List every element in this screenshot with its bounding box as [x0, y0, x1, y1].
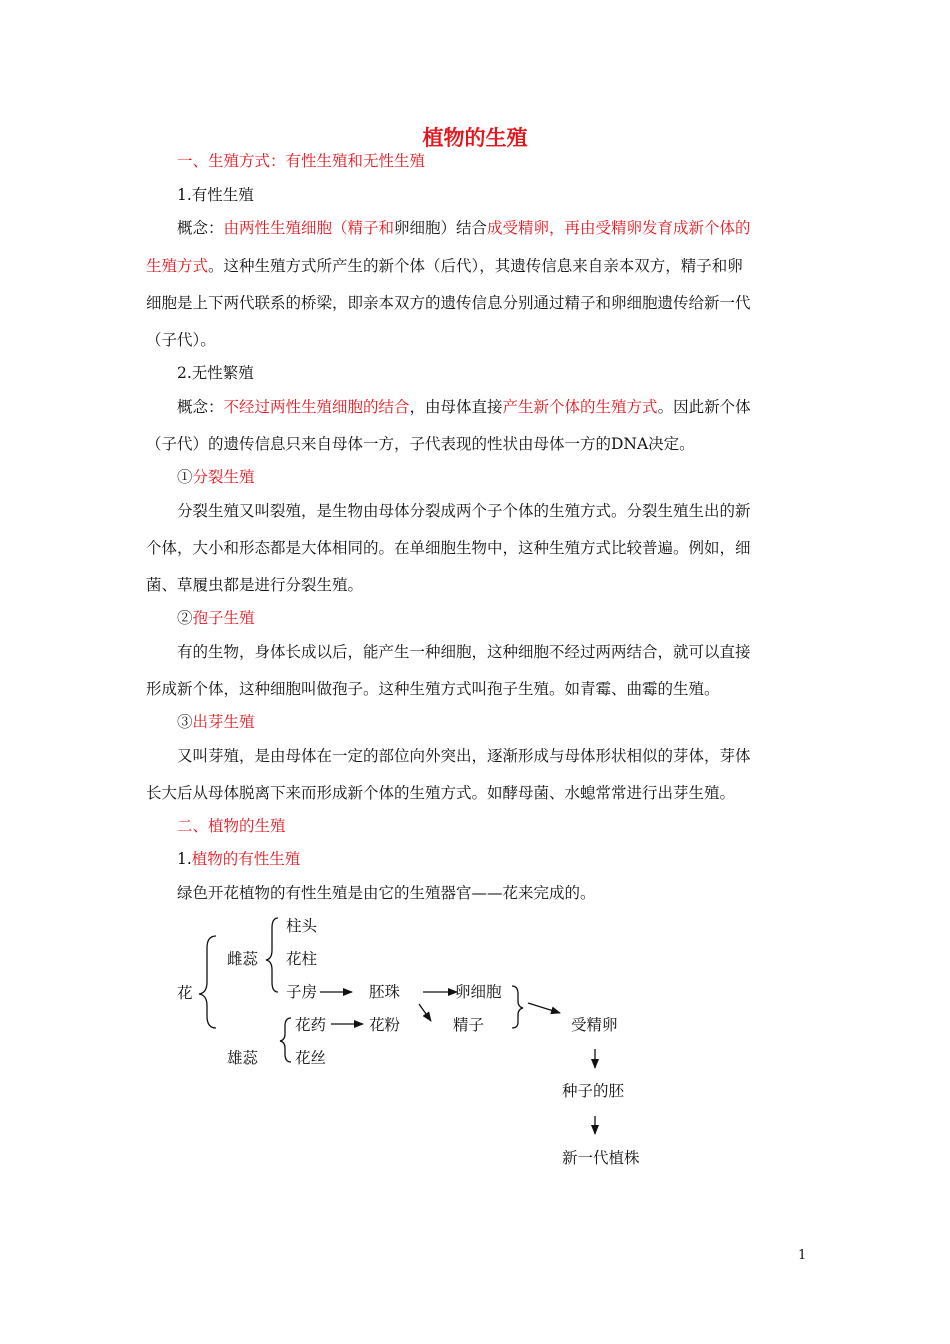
circled-number: ② [177, 609, 193, 627]
fission-line2: 个体，大小和形态都是大体相同的。在单细胞生物中，这种生殖方式比较普遍。例如，细 [146, 539, 751, 557]
concept-prefix: 概念： [177, 398, 224, 416]
concept-highlight: 成受精卵，再由受精卵发育成新个体的 [487, 219, 751, 237]
node-ovary: 子房 [286, 983, 318, 1001]
spore-line1: 有的生物，身体长成以后，能产生一种细胞，这种细胞不经过两两结合，就可以直接 [177, 643, 751, 661]
fission-line1: 分裂生殖又叫裂殖，是生物由母体分裂成两个子个体的生殖方式。分裂生殖生出的新 [177, 502, 751, 520]
sub-label: 植物的有性生殖 [191, 850, 301, 868]
sexual-concept-line4: （子代）。 [146, 331, 216, 349]
page-title: 植物的生殖 [422, 126, 528, 150]
section1-heading: 一、生殖方式：有性生殖和无性生殖 [177, 152, 426, 170]
node-style: 花柱 [286, 950, 318, 968]
node-filament: 花丝 [295, 1049, 327, 1067]
concept-text: 卵细胞）结合 [394, 219, 488, 237]
section2-heading: 二、植物的生殖 [177, 817, 286, 835]
page-number: 1 [798, 1248, 807, 1263]
concept-highlight: 产生新个体的生殖方式 [502, 398, 658, 416]
fertilization-brace [512, 986, 523, 1028]
node-pistil: 雌蕊 [227, 950, 259, 968]
sub-number: 1. [177, 850, 192, 868]
arrow-to-zygote [528, 1003, 560, 1013]
flower-brace [199, 936, 216, 1028]
concept-highlight: 由两性生殖细胞（精子和 [223, 219, 395, 237]
fission-line3: 菌、草履虫都是进行分裂生殖。 [146, 576, 364, 594]
node-anther: 花药 [295, 1016, 327, 1034]
budding-label: 出芽生殖 [192, 713, 255, 731]
node-stigma: 柱头 [286, 917, 318, 935]
node-ovule: 胚珠 [369, 983, 401, 1001]
section2-intro: 绿色开花植物的有性生殖是由它的生殖器官——花来完成的。 [177, 884, 596, 902]
budding-line2: 长大后从母体脱离下来而形成新个体的生殖方式。如酵母菌、水螅常常进行出芽生殖。 [146, 784, 736, 802]
node-embryo: 种子的胚 [562, 1082, 625, 1100]
concept-highlight: 不经过两性生殖细胞的结合 [223, 398, 410, 416]
asexual-heading: 2.无性繁殖 [177, 364, 254, 382]
pistil-brace [266, 918, 278, 992]
node-new-plant: 新一代植株 [562, 1149, 640, 1167]
concept-highlight: 生殖方式 [146, 257, 209, 275]
circled-number: ③ [177, 713, 193, 731]
node-sperm: 精子 [453, 1016, 485, 1034]
stamen-brace [280, 1018, 291, 1062]
sexual-concept-line3: 细胞是上下两代联系的桥梁，即亲本双方的遗传信息分别通过精子和卵细胞遗传给新一代 [146, 294, 751, 312]
node-egg-cell: 卵细胞 [455, 983, 502, 1001]
spore-line2: 形成新个体，这种细胞叫做孢子。这种生殖方式叫孢子生殖。如青霉、曲霉的生殖。 [146, 680, 720, 698]
arrow-pollen-sperm [419, 1004, 431, 1021]
concept-prefix: 概念： [177, 219, 224, 237]
budding-line1: 又叫芽殖，是由母体在一定的部位向外突出，逐渐形成与母体形状相似的芽体，芽体 [177, 747, 751, 765]
concept-text: ，由母体直接 [409, 398, 503, 416]
node-pollen: 花粉 [369, 1016, 401, 1034]
node-stamen: 雄蕊 [227, 1049, 259, 1067]
concept-text: 。这种生殖方式所产生的新个体（后代），其遗传信息来自亲本双方，精子和卵 [208, 257, 743, 275]
sexual-heading: 1.有性生殖 [177, 186, 254, 204]
node-flower: 花 [177, 984, 193, 1002]
circled-number: ① [177, 468, 193, 486]
concept-text: 。因此新个体 [657, 398, 751, 416]
asexual-concept-line2: （子代）的遗传信息只来自母体一方，子代表现的性状由母体一方的DNA决定。 [146, 435, 695, 453]
node-zygote: 受精卵 [571, 1016, 618, 1034]
spore-label: 孢子生殖 [192, 609, 255, 627]
fission-label: 分裂生殖 [192, 468, 255, 486]
